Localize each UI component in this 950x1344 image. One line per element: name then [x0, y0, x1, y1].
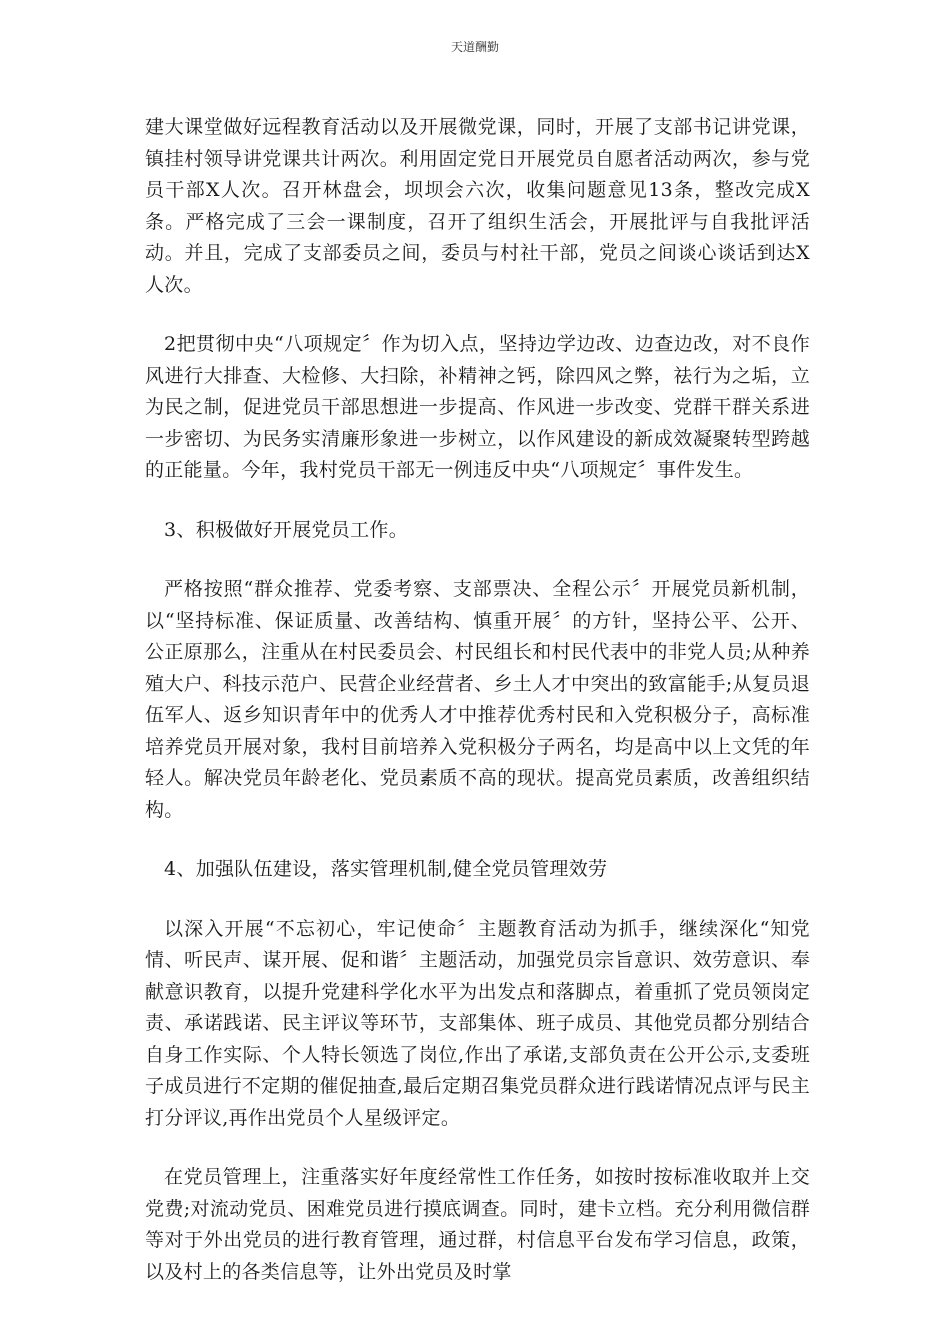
- page-header: 天道酬勤: [450, 40, 499, 54]
- document-body: [145, 112, 810, 1316]
- section-heading-party-development: 3、积极做好开展党员工作。: [164, 518, 408, 541]
- paragraph-remote-education: 建大课堂做好远程教育活动以及开展微党课，同时，开展了支部书记讲党课，镇挂村领导讲党课共计两次。利用固定党日开展党员自愿者活动两次，参与党员干部X人次。召开林盘会，坝坝会六次，收集问题意见13条，整改完成X条。严格完成了三会一课制度，召开了组织生活会，开展批评与自我批评活动。并且，完成了支部委员之间，委员与村社干部，党员之间谈心谈话到达X人次。: [145, 116, 810, 296]
- paragraph-eight-rules: 2把贯彻中央“八项规定〞作为切入点，坚持边学边改、边查边改，对不良作风进行大排查、大检修、大扫除，补精神之钙，除四风之弊，祛行为之垢，立为民之制，促进党员干部思想进一步提高、作风进一步改变、党群干群关系进一步密切、为民务实清廉形象进一步树立，以作风建设的新成效凝聚转型跨越的正能量。今年，我村党员干部无一例违反中央“八项规定〞事件发生。: [145, 333, 810, 481]
- section-heading-team-building: 4、加强队伍建设，落实管理机制,健全党员管理效劳: [164, 858, 608, 880]
- paragraph-member-management: 在党员管理上，注重落实好年度经常性工作任务，如按时按标准收取并上交党费;对流动党员、困难党员进行摸底调查。同时，建卡立档。充分利用微信群等对于外出党员的进行教育管理，通过群，村信息平台发布学习信息，政策，以及村上的各类信息等，让外出党员及时掌: [145, 1166, 810, 1283]
- paragraph-theme-education: 以深入开展“不忘初心，牢记使命〞主题教育活动为抓手，继续深化“知党情、听民声、谋开展、促和谐〞主题活动，加强党员宗旨意识、效劳意识、奉献意识教育，以提升党建科学化水平为出发点和落脚点，着重抓了党员领岗定责、承诺践诺、民主评议等环节，支部集体、班子成员、其他党员都分别结合自身工作实际、个人特长领选了岗位,作出了承诺,支部负责在公开公示,支委班子成员进行不定期的催促抽查,最后定期召集党员群众进行践诺情况点评与民主打分评议,再作出党员个人星级评定。: [145, 917, 810, 1129]
- paragraph-party-development: 严格按照“群众推荐、党委考察、支部票决、全程公示〞开展党员新机制，以“坚持标准、保证质量、改善结构、慎重开展〞的方针，坚持公平、公开、公正原那么，注重从在村民委员会、村民组长和村民代表中的非党人员;从种养殖大户、科技示范户、民营企业经营者、乡土人才中突出的致富能手;从复员退伍军人、返乡知识青年中的优秀人才中推荐优秀村民和入党积极分子，高标准培养党员开展对象，我村目前培养入党积极分子两名，均是高中以上文凭的年轻人。解决党员年龄老化、党员素质不高的现状。提高党员素质，改善组织结构。: [145, 578, 810, 821]
